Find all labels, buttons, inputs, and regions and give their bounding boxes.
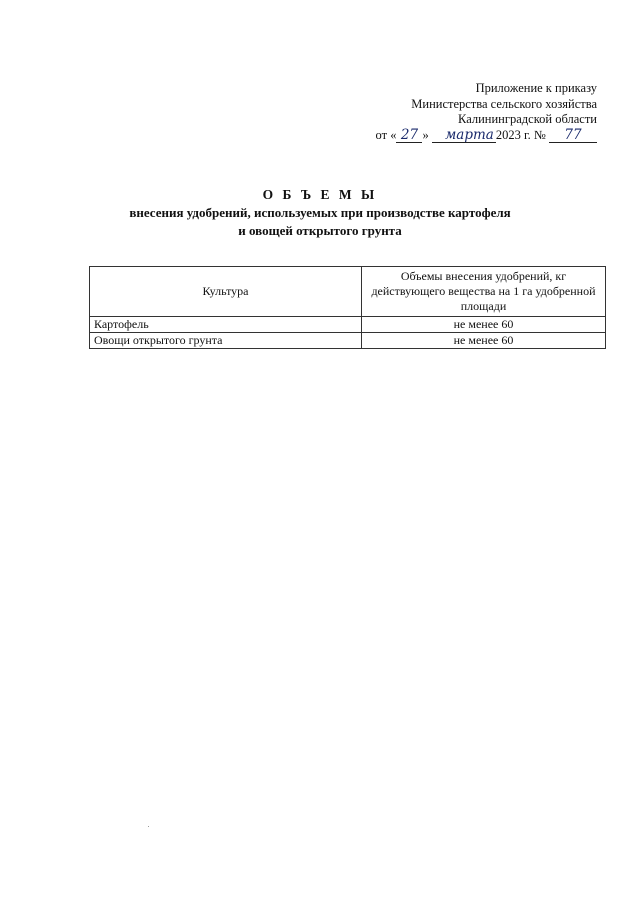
- scan-speck: [148, 826, 149, 827]
- culture-cell: Овощи открытого грунта: [90, 333, 362, 349]
- table-row: [90, 333, 606, 349]
- title-main: О Б Ъ Е М Ы: [262, 187, 378, 202]
- title-subtitle-line1: внесения удобрений, используемых при производстве картофеля: [129, 205, 511, 220]
- fertilizer-volumes-table: [89, 266, 606, 349]
- table-row: [90, 317, 606, 333]
- order-number-handwritten: 77: [549, 128, 597, 143]
- date-quote-close: »: [422, 127, 429, 142]
- table-header-row: [90, 267, 606, 317]
- culture-cell: Картофель: [90, 317, 362, 333]
- header-culture: Культура: [90, 267, 362, 317]
- year-and-number-label: 2023 г. №: [495, 127, 546, 142]
- order-month-handwritten: марта: [432, 128, 496, 143]
- ministry-name: Министерства сельского хозяйства: [411, 96, 597, 111]
- date-prefix: от «: [375, 127, 397, 142]
- region-name: Калининградской области: [458, 112, 597, 126]
- order-appendix-header: [376, 81, 597, 143]
- header-volume: Объемы внесения удобрений, кг действующего вещества на 1 га удобренной площади: [362, 267, 606, 317]
- order-date-line: [376, 128, 597, 144]
- volume-cell: не менее 60: [362, 333, 606, 349]
- volume-cell: не менее 60: [362, 317, 606, 333]
- appendix-label: Приложение к приказу: [475, 81, 597, 95]
- title-subtitle-line2: и овощей открытого грунта: [238, 223, 402, 238]
- document-title: [0, 186, 640, 240]
- order-day-handwritten: 27: [396, 128, 422, 143]
